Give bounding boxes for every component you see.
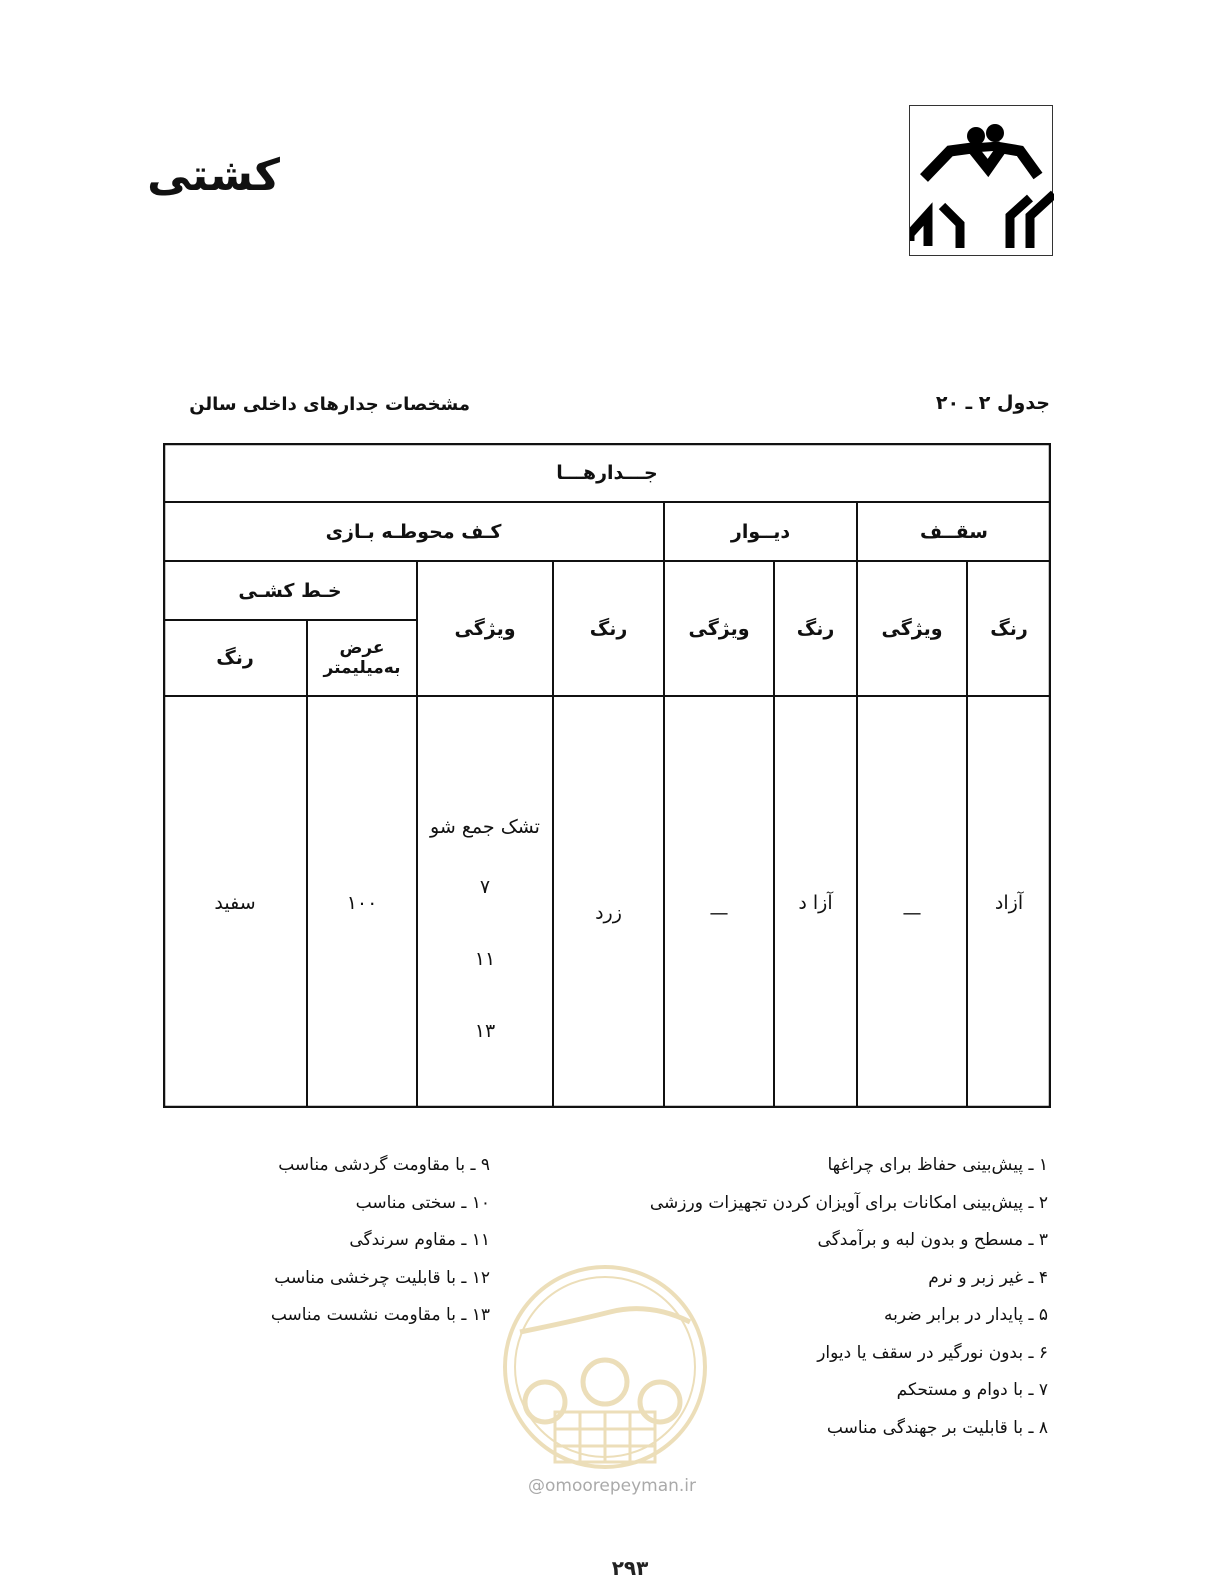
ceiling-color-value: آزاد — [994, 892, 1024, 914]
wall-feature-header: ویژگی — [688, 617, 750, 640]
note-item: ۱۳ ـ با مقاومت نشست مناسب — [270, 1305, 490, 1325]
wall-color-value: آزا د — [798, 892, 833, 914]
line-width-header: عرض به‌میلیمتر — [323, 638, 401, 678]
notes-left — [210, 1147, 490, 1335]
note-item: ۳ ـ مسطح و بدون لبه و برآمدگی — [817, 1230, 1048, 1250]
line-width-value: ۱۰۰ — [346, 892, 378, 914]
note-item: ۹ ـ با مقاومت گردشی مناسب — [278, 1155, 490, 1175]
table-caption: مشخصات جدارهای داخلی سالن — [189, 394, 470, 415]
note-item: ۱۰ ـ سختی مناسب — [355, 1192, 490, 1213]
page-title: کشتی — [147, 150, 280, 201]
note-item: ۴ ـ غیر زبر و نرم — [928, 1267, 1048, 1288]
group-header: جـــدارهـــا — [556, 461, 658, 484]
table-number: جدول ۲ ـ ۲۰ — [935, 392, 1050, 414]
note-item: ۶ ـ بدون نورگیر در سقف یا دیوار — [817, 1342, 1048, 1363]
note-item: ۸ ـ با قابلیت بر جهندگی مناسب — [826, 1417, 1048, 1438]
section-floor: کـف محوطـه بـازی — [325, 520, 502, 543]
floor-feature-item: تشک جمع شو — [430, 816, 540, 838]
floor-color-value: زرد — [595, 902, 622, 924]
wrestling-pictogram — [909, 105, 1053, 256]
wall-color-header: رنگ — [796, 617, 835, 640]
note-item: ۵ ـ پایدار در برابر ضربه — [883, 1305, 1048, 1325]
watermark-seal-logo — [500, 1262, 710, 1472]
note-item: ۱۲ ـ با قابلیت چرخشی مناسب — [274, 1267, 490, 1288]
page-number: ۲۹۳ — [611, 1556, 649, 1580]
floor-color-header: رنگ — [589, 617, 628, 640]
section-wall: دیــوار — [730, 520, 791, 543]
wrestlers-icon — [910, 106, 1054, 257]
ceiling-feature-value: — — [902, 902, 922, 924]
watermark-text: @omoorepeyman.ir — [527, 1476, 697, 1496]
floor-feature-item: ۱۳ — [474, 1020, 496, 1042]
line-color-header: رنگ — [216, 647, 254, 669]
note-item: ۱۱ ـ مقاوم سرندگی — [349, 1230, 490, 1250]
floor-feature-list — [417, 803, 553, 1067]
note-item: ۷ ـ با دوام و مستحکم — [896, 1380, 1048, 1400]
section-ceiling: سقــف — [920, 520, 988, 543]
walls-spec-table — [163, 443, 1051, 1108]
wall-feature-value: — — [709, 902, 729, 924]
wrestling-line-header: خـط کشـی — [238, 579, 342, 602]
floor-feature-item: ۱۱ — [474, 948, 496, 970]
note-item: ۱ ـ پیش‌بینی حفاظ برای چراغها — [827, 1155, 1048, 1175]
floor-feature-header: ویژگی — [454, 617, 516, 640]
note-item: ۲ ـ پیش‌بینی امکانات برای آویزان کردن تجهیزات ورزشی — [649, 1192, 1048, 1213]
floor-feature-item: ۷ — [479, 876, 491, 898]
ceiling-color-header: رنگ — [990, 617, 1028, 640]
ceiling-feature-header: ویژگی — [881, 617, 943, 640]
line-color-value: سفید — [214, 892, 256, 914]
